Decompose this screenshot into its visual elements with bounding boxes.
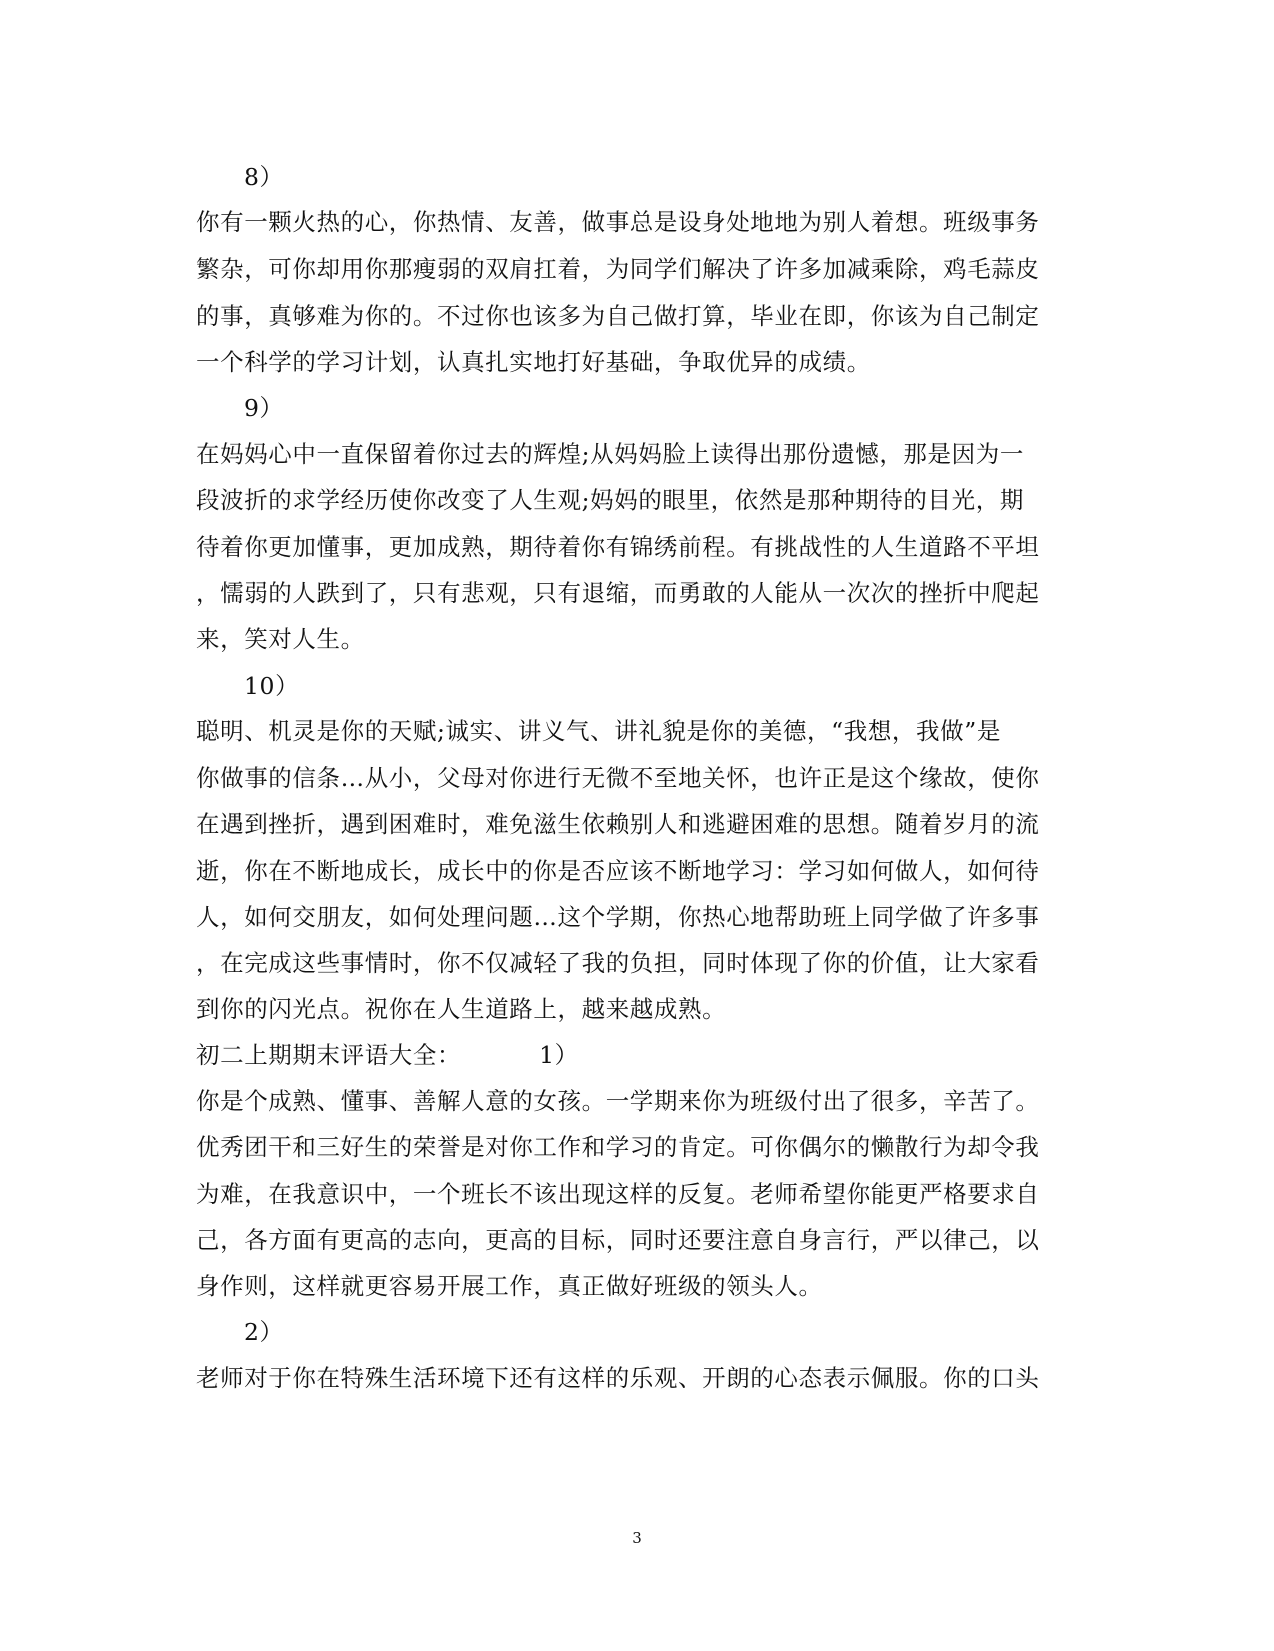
page-number: 3 (632, 1529, 642, 1547)
paragraph-line: 你做事的信条…从小，父母对你进行无微不至地关怀，也许正是这个缘故，使你 (196, 764, 1040, 792)
item-number-9: 9） (244, 394, 284, 422)
paragraph-line: 待着你更加懂事，更加成熟，期待着你有锦绣前程。有挑战性的人生道路不平坦 (196, 533, 1040, 561)
paragraph-line: ，懦弱的人跌到了，只有悲观，只有退缩，而勇敢的人能从一次次的挫折中爬起 (196, 579, 1040, 607)
item-number-10: 10） (244, 672, 300, 700)
paragraph-line: 的事，真够难为你的。不过你也该多为自己做打算，毕业在即，你该为自己制定 (196, 302, 1040, 330)
paragraph-line: 来，笑对人生。 (196, 625, 365, 653)
paragraph-line: 己，各方面有更高的志向，更高的目标，同时还要注意自身言行，严以律己，以 (196, 1226, 1040, 1254)
paragraph-line: 身作则，这样就更容易开展工作，真正做好班级的领头人。 (196, 1272, 823, 1300)
paragraph-line: 人，如何交朋友，如何处理问题…这个学期，你热心地帮助班上同学做了许多事 (196, 903, 1040, 931)
paragraph-line: 你是个成熟、懂事、善解人意的女孩。一学期来你为班级付出了很多，辛苦了。 (196, 1087, 1040, 1115)
paragraph-line: 逝，你在不断地成长，成长中的你是否应该不断地学习：学习如何做人，如何待 (196, 857, 1040, 885)
paragraph-line: 到你的闪光点。祝你在人生道路上，越来越成熟。 (196, 995, 727, 1023)
item-number-2: 2） (244, 1318, 284, 1346)
paragraph-line: 你有一颗火热的心，你热情、友善，做事总是设身处地地为别人着想。班级事务 (196, 208, 1040, 236)
paragraph-line: 在遇到挫折，遇到困难时，难免滋生依赖别人和逃避困难的思想。随着岁月的流 (196, 810, 1040, 838)
paragraph-line: 老师对于你在特殊生活环境下还有这样的乐观、开朗的心态表示佩服。你的口头 (196, 1364, 1040, 1392)
section-title: 初二上期期末评语大全： (196, 1041, 462, 1069)
paragraph-line: ，在完成这些事情时，你不仅减轻了我的负担，同时体现了你的价值，让大家看 (196, 949, 1040, 977)
section-heading (196, 1040, 1076, 1070)
paragraph-line: 聪明、机灵是你的天赋;诚实、讲义气、讲礼貌是你的美德，“我想，我做”是 (196, 717, 1001, 745)
paragraph-line: 一个科学的学习计划，认真扎实地打好基础，争取优异的成绩。 (196, 348, 871, 376)
item-number-8: 8） (244, 163, 284, 191)
paragraph-line: 为难，在我意识中，一个班长不该出现这样的反复。老师希望你能更严格要求自 (196, 1180, 1040, 1208)
paragraph-line: 在妈妈心中一直保留着你过去的辉煌;从妈妈脸上读得出那份遗憾，那是因为一 (196, 440, 1024, 468)
paragraph-line: 优秀团干和三好生的荣誉是对你工作和学习的肯定。可你偶尔的懒散行为却令我 (196, 1133, 1040, 1161)
item-number-1: 1） (539, 1041, 579, 1069)
paragraph-line: 繁杂，可你却用你那瘦弱的双肩扛着，为同学们解决了许多加减乘除，鸡毛蒜皮 (196, 255, 1040, 283)
paragraph-line: 段波折的求学经历使你改变了人生观;妈妈的眼里，依然是那种期待的目光，期 (196, 486, 1024, 514)
